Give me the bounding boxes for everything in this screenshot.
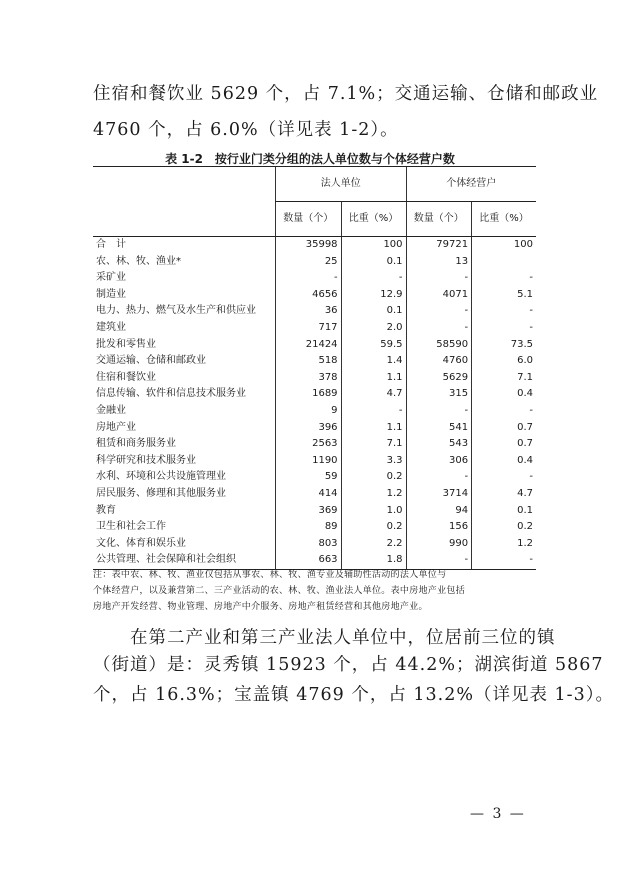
individual-count-cell: 315 xyxy=(406,386,472,403)
legal-count-cell: 717 xyxy=(276,320,342,337)
page-number: — 3 — xyxy=(470,806,526,822)
legal-share-cell: 0.2 xyxy=(341,519,406,536)
industry-name-cell: 居民服务、修理和其他服务业 xyxy=(96,487,226,499)
industry-name-cell: 科学研究和技术服务业 xyxy=(96,454,196,466)
individual-share-cell: 0.1 xyxy=(472,503,536,520)
header-count: 数量（个） xyxy=(276,202,342,237)
table-row xyxy=(93,254,536,271)
legal-share-cell: 1.4 xyxy=(341,353,406,370)
header-share: 比重（%） xyxy=(341,202,406,237)
industry-name-cell: 公共管理、社会保障和社会组织 xyxy=(93,552,276,569)
industry-name-cell: 住宿和餐饮业 xyxy=(96,371,156,383)
industry-name-cell: 交通运输、仓储和邮政业 xyxy=(96,355,206,367)
individual-share-cell: - xyxy=(472,303,536,320)
legal-share-cell: 3.3 xyxy=(341,453,406,470)
header-blank xyxy=(93,167,276,237)
outro-line: （街道）是：灵秀镇 15923 个，占 44.2%；湖滨街道 5867 xyxy=(93,655,604,675)
individual-count-cell: - xyxy=(406,270,472,287)
header-individual-households: 个体经营户 xyxy=(406,167,536,202)
legal-count-cell: 2563 xyxy=(276,436,342,453)
legal-share-cell: 100 xyxy=(341,237,406,254)
note-line: 注：表中农、林、牧、渔业仅包括从事农、林、牧、渔专业及辅助性活动的法人单位与 xyxy=(93,570,447,580)
legal-share-cell: 7.1 xyxy=(341,436,406,453)
individual-count-cell: - xyxy=(406,403,472,420)
individual-share-cell: - xyxy=(472,270,536,287)
legal-count-cell: 9 xyxy=(276,403,342,420)
table-row xyxy=(93,270,536,287)
individual-share-cell: 4.7 xyxy=(472,486,536,503)
industry-name-cell: 房地产业 xyxy=(96,421,136,433)
legal-share-cell: 1.1 xyxy=(341,420,406,437)
legal-count-cell: - xyxy=(276,270,342,287)
individual-share-cell xyxy=(472,254,536,271)
table-row xyxy=(93,287,536,304)
legal-share-cell: - xyxy=(341,403,406,420)
individual-share-cell: 1.2 xyxy=(472,536,536,553)
note-line: 房地产开发经营、物业管理、房地产中介服务、房地产租赁经营和其他房地产业。 xyxy=(93,602,428,612)
outro-line: 在第二产业和第三产业法人单位中，位居前三位的镇 xyxy=(93,628,556,648)
legal-count-cell: 36 xyxy=(276,303,342,320)
individual-count-cell: - xyxy=(406,552,472,569)
legal-share-cell: 2.0 xyxy=(341,320,406,337)
table-row xyxy=(93,386,536,403)
legal-share-cell: 12.9 xyxy=(341,287,406,304)
industry-name-cell: 批发和零售业 xyxy=(96,338,156,350)
legal-share-cell: 0.2 xyxy=(341,469,406,486)
individual-count-cell: 541 xyxy=(406,420,472,437)
table-row xyxy=(93,436,536,453)
industry-name-cell: 制造业 xyxy=(96,288,126,300)
legal-count-cell: 4656 xyxy=(276,287,342,304)
legal-share-cell: 0.1 xyxy=(341,254,406,271)
table-row xyxy=(93,237,536,254)
industry-name-cell: 租赁和商务服务业 xyxy=(96,438,176,450)
individual-share-cell: 0.7 xyxy=(472,420,536,437)
individual-share-cell: - xyxy=(472,552,536,569)
individual-count-cell: 58590 xyxy=(406,337,472,354)
individual-count-cell: 79721 xyxy=(406,237,472,254)
legal-share-cell: 0.1 xyxy=(341,303,406,320)
table-row xyxy=(93,519,536,536)
individual-count-cell: 156 xyxy=(406,519,472,536)
legal-share-cell: - xyxy=(341,270,406,287)
legal-share-cell: 2.2 xyxy=(341,536,406,553)
industry-name-cell: 采矿业 xyxy=(96,272,126,284)
table-row xyxy=(93,503,536,520)
legal-count-cell: 35998 xyxy=(276,237,342,254)
individual-count-cell: 543 xyxy=(406,436,472,453)
individual-count-cell: 4760 xyxy=(406,353,472,370)
outro-line: 个，占 16.3%；宝盖镇 4769 个，占 13.2%（详见表 1-3）。 xyxy=(93,685,614,705)
individual-share-cell: 6.0 xyxy=(472,353,536,370)
header-share: 比重（%） xyxy=(472,202,536,237)
table-row xyxy=(93,486,536,503)
legal-share-cell: 4.7 xyxy=(341,386,406,403)
legal-count-cell: 21424 xyxy=(276,337,342,354)
table-row xyxy=(93,303,536,320)
individual-share-cell: 5.1 xyxy=(472,287,536,304)
legal-share-cell: 59.5 xyxy=(341,337,406,354)
table-row xyxy=(93,469,536,486)
legal-share-cell: 1.1 xyxy=(341,370,406,387)
industry-name-cell: 合 计 xyxy=(96,239,126,250)
table-caption: 表 1-2 按行业门类分组的法人单位数与个体经营户数 xyxy=(165,152,455,166)
legal-count-cell: 1689 xyxy=(276,386,342,403)
individual-count-cell: - xyxy=(406,469,472,486)
table-row xyxy=(93,420,536,437)
header-legal-units: 法人单位 xyxy=(276,167,407,202)
intro-line: 住宿和餐饮业 5629 个，占 7.1%；交通运输、仓储和邮政业 xyxy=(93,84,599,104)
table-row xyxy=(93,337,536,354)
individual-count-cell: 13 xyxy=(406,254,472,271)
individual-share-cell: 73.5 xyxy=(472,337,536,354)
legal-count-cell: 663 xyxy=(276,552,342,569)
industry-name-cell: 农、林、牧、渔业* xyxy=(96,255,181,267)
legal-count-cell: 803 xyxy=(276,536,342,553)
individual-count-cell: 3714 xyxy=(406,486,472,503)
industry-name-cell: 电力、热力、燃气及水生产和供应业 xyxy=(96,305,256,317)
legal-count-cell: 414 xyxy=(276,486,342,503)
industry-name-cell: 卫生和社会工作 xyxy=(96,521,166,533)
individual-share-cell: 0.7 xyxy=(472,436,536,453)
table-row xyxy=(93,403,536,420)
individual-share-cell: - xyxy=(472,469,536,486)
individual-share-cell: 7.1 xyxy=(472,370,536,387)
legal-share-cell: 1.8 xyxy=(341,552,406,569)
industry-name-cell: 金融业 xyxy=(96,404,126,416)
individual-count-cell: 306 xyxy=(406,453,472,470)
individual-count-cell: - xyxy=(406,303,472,320)
table-row xyxy=(93,353,536,370)
table-row xyxy=(93,453,536,470)
legal-count-cell: 89 xyxy=(276,519,342,536)
individual-share-cell: - xyxy=(472,403,536,420)
industry-name-cell: 水利、环境和公共设施管理业 xyxy=(96,471,226,483)
individual-share-cell: 0.4 xyxy=(472,453,536,470)
individual-count-cell: - xyxy=(406,320,472,337)
legal-count-cell: 1190 xyxy=(276,453,342,470)
individual-share-cell: 0.2 xyxy=(472,519,536,536)
legal-count-cell: 59 xyxy=(276,469,342,486)
individual-share-cell: - xyxy=(472,320,536,337)
table-row xyxy=(93,536,536,553)
intro-line: 4760 个，占 6.0%（详见表 1-2）。 xyxy=(93,120,399,140)
legal-count-cell: 25 xyxy=(276,254,342,271)
industry-name-cell: 教育 xyxy=(96,504,116,516)
individual-share-cell: 0.4 xyxy=(472,386,536,403)
industry-table xyxy=(93,166,536,570)
individual-count-cell: 990 xyxy=(406,536,472,553)
industry-name-cell: 建筑业 xyxy=(96,321,126,333)
legal-count-cell: 369 xyxy=(276,503,342,520)
table-row xyxy=(93,370,536,387)
note-line: 个体经营户，以及兼营第二、三产业活动的农、林、牧、渔业法人单位。表中房地产业包括 xyxy=(93,586,466,596)
table-note xyxy=(93,567,533,615)
legal-count-cell: 518 xyxy=(276,353,342,370)
legal-count-cell: 396 xyxy=(276,420,342,437)
legal-share-cell: 1.0 xyxy=(341,503,406,520)
individual-count-cell: 4071 xyxy=(406,287,472,304)
industry-name-cell: 信息传输、软件和信息技术服务业 xyxy=(96,388,246,400)
legal-share-cell: 1.2 xyxy=(341,486,406,503)
table-row xyxy=(93,320,536,337)
individual-count-cell: 94 xyxy=(406,503,472,520)
individual-share-cell: 100 xyxy=(472,237,536,254)
individual-count-cell: 5629 xyxy=(406,370,472,387)
legal-count-cell: 378 xyxy=(276,370,342,387)
header-count: 数量（个） xyxy=(406,202,472,237)
industry-name-cell: 文化、体育和娱乐业 xyxy=(96,537,186,549)
